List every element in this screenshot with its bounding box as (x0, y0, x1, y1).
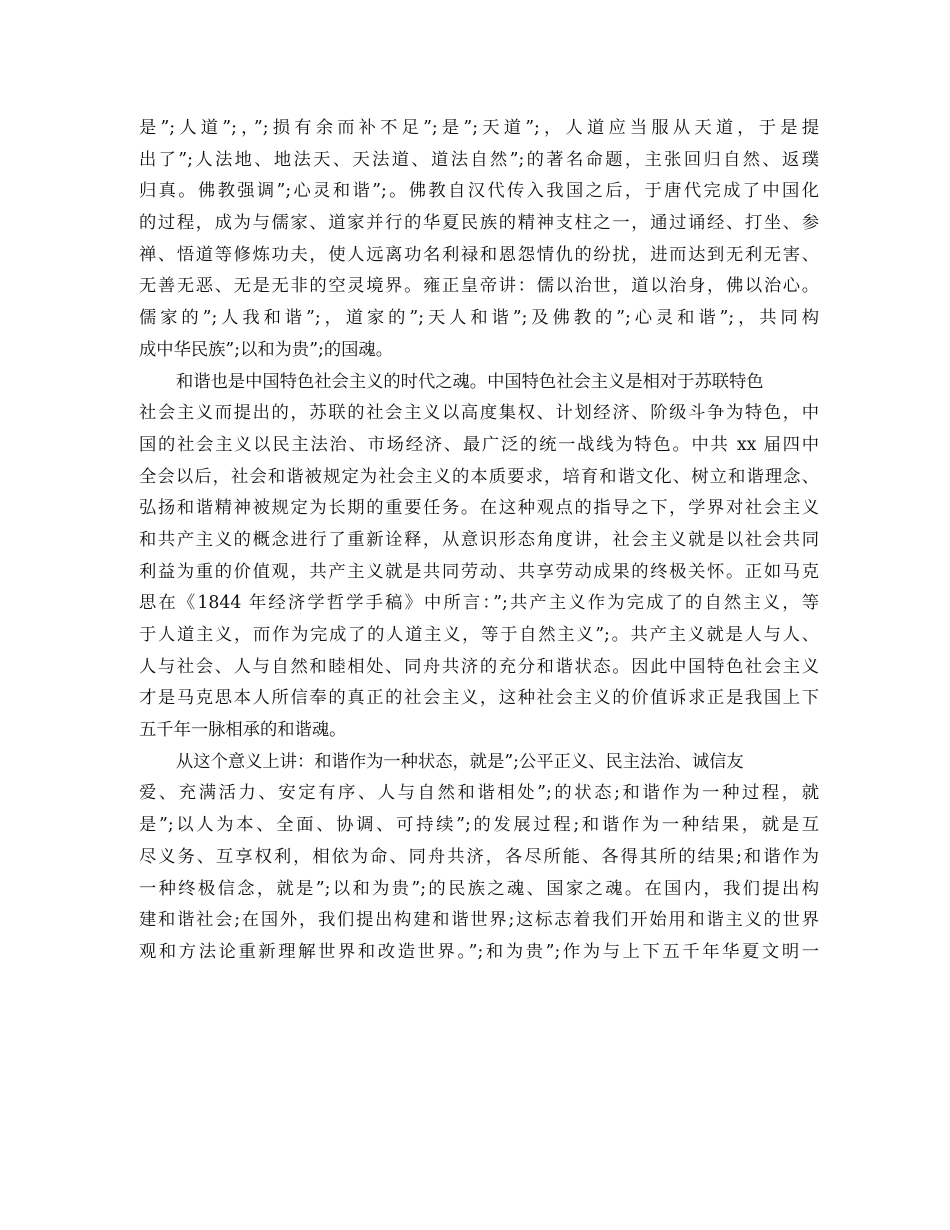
text-line: 是”;以人为本、全面、协调、可持续”;的发展过程;和谐作为一种结果，就是互 (139, 815, 819, 836)
text-line: 归真。佛教强调”;心灵和谐”;。佛教自汉代传入我国之后，于唐代完成了中国化 (139, 181, 819, 202)
text-line: 观和方法论重新理解世界和改造世界。”;和为贵”;作为与上下五千年华夏文明一 (139, 941, 819, 962)
text-line: 是”;人道”;，”;损有余而补不足”;是”;天道”;，人道应当服从天道，于是提 (139, 118, 819, 138)
body-text (139, 113, 819, 969)
text-line: 出了”;人法地、地法天、天法道、道法自然”;的著名命题，主张回归自然、返璞 (139, 149, 819, 170)
text-line: 和共产主义的概念进行了重新诠释，从意识形态角度讲，社会主义就是以社会共同 (139, 529, 819, 550)
text-line: 尽义务、互享权利，相依为命、同舟共济，各尽所能、各得其所的结果;和谐作为 (139, 846, 819, 867)
text-line: 思在《1844 年经济学哲学手稿》中所言：”;共产主义作为完成了的自然主义，等 (139, 593, 819, 614)
paragraph-last-line: 成中华民族”;以和为贵”;的国魂。 (139, 339, 393, 360)
text-line: 人与社会、人与自然和睦相处、同舟共济的充分和谐状态。因此中国特色社会主义 (139, 656, 819, 677)
text-line: 无善无恶、无是无非的空灵境界。雍正皇帝讲：儒以治世，道以治身，佛以治心。 (139, 276, 819, 297)
paragraph-first-line: 和谐也是中国特色社会主义的时代之魂。中国特色社会主义是相对于苏联特色 (176, 371, 764, 392)
text-line: 儒家的”;人我和谐”;，道家的”;天人和谐”;及佛教的”;心灵和谐”;，共同构 (139, 308, 819, 329)
text-line: 利益为重的价值观，共产主义就是共同劳动、共享劳动成果的终极关怀。正如马克 (139, 561, 819, 582)
text-line: 建和谐社会;在国外，我们提出构建和谐世界;这标志着我们开始用和谐主义的世界 (139, 910, 819, 931)
text-line: 国的社会主义以民主法治、市场经济、最广泛的统一战线为特色。中共 xx 届四中 (139, 434, 819, 455)
text-line: 禅、悟道等修炼功夫，使人远离功名利禄和恩怨情仇的纷扰，进而达到无利无害、 (139, 244, 819, 265)
text-line: 爱、充满活力、安定有序、人与自然和谐相处”;的状态;和谐作为一种过程，就 (139, 783, 819, 804)
text-line: 一种终极信念，就是”;以和为贵”;的民族之魂、国家之魂。在国内，我们提出构 (139, 878, 819, 899)
text-line: 弘扬和谐精神被规定为长期的重要任务。在这种观点的指导之下，学界对社会主义 (139, 498, 819, 519)
text-line: 社会主义而提出的，苏联的社会主义以高度集权、计划经济、阶级斗争为特色，中 (139, 403, 819, 424)
paragraph-last-line: 五千年一脉相承的和谐魂。 (139, 720, 347, 741)
text-line: 的过程，成为与儒家、道家并行的华夏民族的精神支柱之一，通过诵经、打坐、参 (139, 213, 819, 234)
text-line: 才是马克思本人所信奉的真正的社会主义，这种社会主义的价值诉求正是我国上下 (139, 688, 819, 709)
paragraph-first-line: 从这个意义上讲：和谐作为一种状态，就是”;公平正义、民主法治、诚信友 (176, 751, 744, 772)
text-line: 于人道主义，而作为完成了的人道主义，等于自然主义”;。共产主义就是人与人、 (139, 625, 819, 645)
text-line: 全会以后，社会和谐被规定为社会主义的本质要求，培育和谐文化、树立和谐理念、 (139, 466, 819, 487)
